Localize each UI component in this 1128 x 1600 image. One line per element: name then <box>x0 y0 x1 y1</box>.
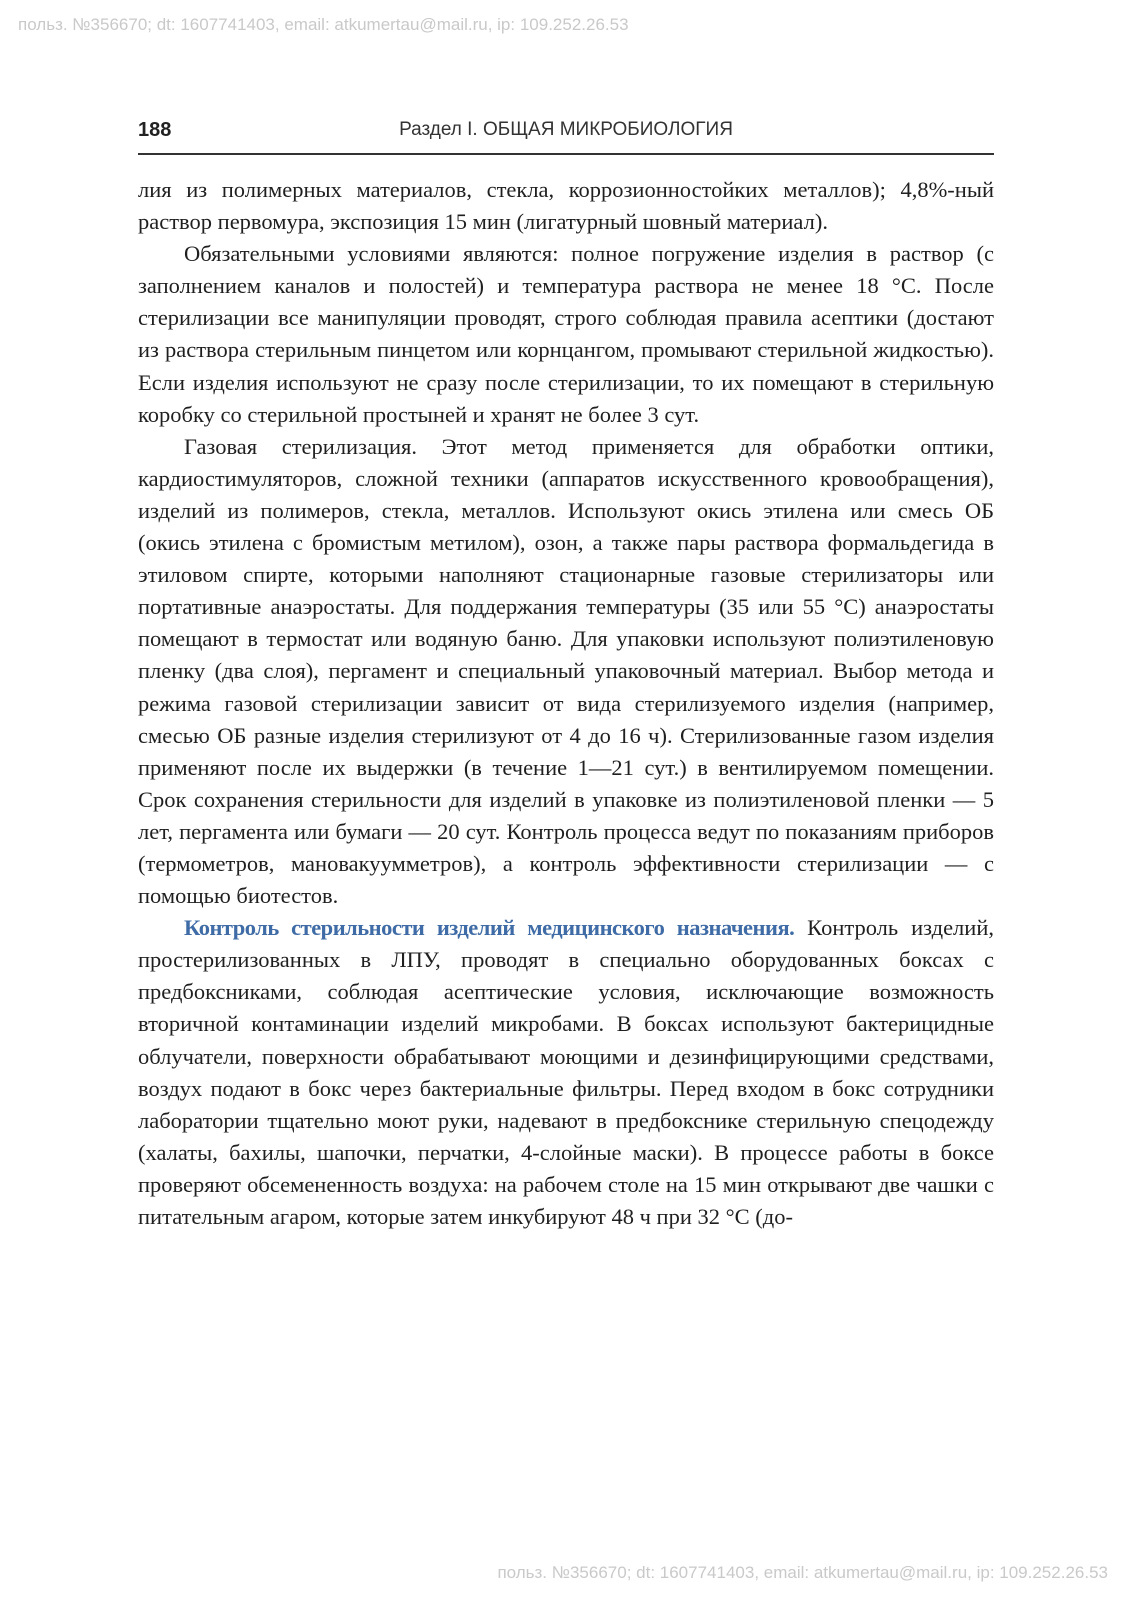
page-body <box>138 174 994 1233</box>
paragraph-3: Газовая стерилизация. Этот метод применяется для обработки оптики, кардиостимуляторов, сложной техники (аппаратов искусственного кровообращения), изделий из полимеров, стекла, металлов. Используют окись этилена или смесь ОБ (окись этилена с бромистым метилом), озон, а также пары раствора формальдегида в этиловом спирте, которыми наполняют стационарные газовые стерилизаторы или портативные анаэростаты. Для поддержания температуры (35 или 55 °С) анаэростаты помещают в термостат или водяную баню. Для упаковки используют полиэтиленовую пленку (два слоя), пергамент и специальный упаковочный материал. Выбор метода и режима газовой стерилизации зависит от вида стерилизуемого изделия (например, смесью ОБ разные изделия стерилизуют от 4 до 16 ч). Стерилизованные газом изделия применяют после их выдержки (в течение 1—21 сут.) в вентилируемом помещении. Срок сохранения стерильности для изделий в упаковке из полиэтиленовой пленки — 5 лет, пергамента или бумаги — 20 сут. Контроль процесса ведут по показаниям приборов (термометров, мановакуумметров), а контроль эффективности стерилизации — с помощью биотестов. <box>138 433 994 909</box>
watermark-bottom: польз. №356670; dt: 1607741403, email: atkumertau@mail.ru, ip: 109.252.26.53 <box>497 1563 1108 1582</box>
paragraph-2: Обязательными условиями являются: полное погружение изделия в раствор (с заполнением каналов и полостей) и температура раствора не менее 18 °С. После стерилизации все манипуляции проводят, строго соблюдая правила асептики (достают из раствора стерильным пинцетом или корнцангом, промывают стерильной жидкостью). Если изделия используют не сразу после стерилизации, то их помещают в стерильную коробку со стерильной простыней и хранят не более 3 сут. <box>138 241 994 427</box>
watermark-top: польз. №356670; dt: 1607741403, email: atkumertau@mail.ru, ip: 109.252.26.53 <box>18 15 629 34</box>
page-header <box>138 115 994 155</box>
section-heading: Контроль стерильности изделий медицинского назначения. <box>184 915 795 941</box>
paragraph-1: лия из полимерных материалов, стекла, коррозионностойких металлов); 4,8%-ный раствор первомура, экспозиция 15 мин (лигатурный шовный материал). <box>138 177 994 235</box>
page-number: 188 <box>138 119 172 141</box>
paragraph-4-text: Контроль изделий, простерилизованных в ЛПУ, проводят в специально оборудованных боксах с предбоксниками, соблюдая асептические условия, исключающие возможность вторичной контаминации изделий микробами. В боксах используют бактерицидные облучатели, поверхности обрабатывают моющими и дезинфицирующими средствами, воздух подают в бокс через бактериальные фильтры. Перед входом в бокс сотрудники лаборатории тщательно моют руки, надевают в предбокснике стерильную спецодежду (халаты, бахилы, шапочки, перчатки, 4-слойные маски). В процессе работы в боксе проверяют обсемененность воздуха: на рабочем столе на 15 мин открывают две чашки с питательным агаром, которые затем инкубируют 48 ч при 32 °С (до- <box>138 915 994 1229</box>
paragraph-4 <box>138 912 994 1233</box>
running-title: Раздел I. ОБЩАЯ МИКРОБИОЛОГИЯ <box>399 119 733 140</box>
